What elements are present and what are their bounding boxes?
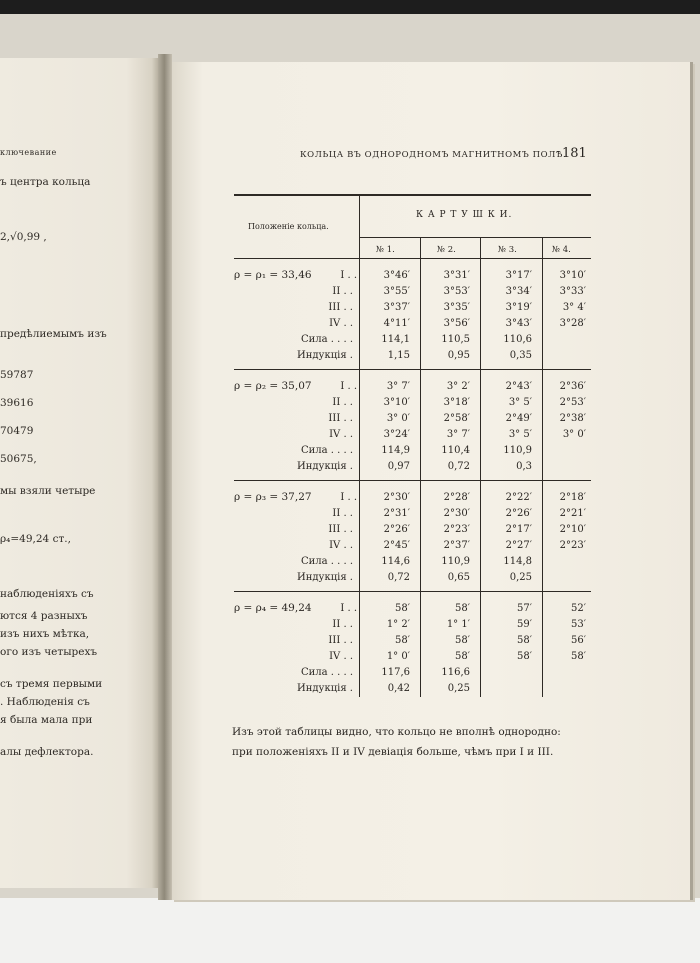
table-cell: 58′: [455, 651, 470, 662]
left-page-fragment: мы взяли четыре: [0, 485, 96, 497]
table-cell: 3°28′: [559, 318, 586, 329]
table-cell: 3°55′: [383, 286, 410, 297]
row-label: I . .: [340, 492, 357, 503]
left-page-fragment: 50675,: [0, 453, 37, 465]
table-vertical-rule: [420, 238, 421, 697]
table-cell: 114,6: [381, 556, 410, 567]
row-label: I . .: [340, 381, 357, 392]
column-header-2: № 2.: [437, 245, 456, 255]
row-label: Сила . . . .: [300, 445, 353, 456]
rho-label: ρ = ρ₃ = 37,27: [234, 491, 312, 503]
left-page-fragment: изъ нихъ мѣтка,: [0, 628, 90, 640]
table-cell: 58′: [571, 651, 586, 662]
left-page-fragment: . Наблюденія съ: [0, 696, 90, 708]
table-vertical-rule: [480, 238, 481, 697]
page-number: 181: [562, 146, 587, 161]
row-label: II . .: [332, 397, 353, 408]
table-cell: 0,65: [447, 572, 470, 583]
table-cell: 3°43′: [505, 318, 532, 329]
row-label: IV . .: [329, 651, 353, 662]
left-page-fragment: наблюденіяхъ съ: [0, 588, 94, 600]
table-cell: 114,9: [381, 445, 410, 456]
left-page-fragment: ключевание: [0, 148, 57, 157]
table-cell: 58′: [455, 635, 470, 646]
row-label: I . .: [340, 270, 357, 281]
conclusion-line-1: Изъ этой таблицы видно, что кольцо не вполнѣ однородно:: [232, 726, 561, 738]
table-cell: 2°38′: [559, 413, 586, 424]
row-label: II . .: [332, 619, 353, 630]
conclusion-line-2: при положеніяхъ II и IV девіація больше, чѣмъ при I и III.: [232, 746, 554, 758]
group-header: К А Р Т У Ш К И.: [416, 210, 513, 220]
row-label: Сила . . . .: [300, 556, 353, 567]
rho-label: ρ = ρ₁ = 33,46: [234, 269, 312, 281]
table-cell: 3° 0′: [386, 413, 410, 424]
left-page-fragment: ого изъ четырехъ: [0, 646, 98, 658]
table-cell: 2°45′: [383, 540, 410, 551]
table-cell: 110,6: [503, 334, 532, 345]
left-page-fragment: ρ₄=49,24 ст.,: [0, 533, 71, 545]
table-cell: 3°53′: [443, 286, 470, 297]
position-header: Положеніе кольца.: [248, 222, 329, 231]
table-cell: 0,42: [387, 683, 410, 694]
book-gutter: [158, 54, 172, 900]
table-cell: 52′: [571, 603, 586, 614]
table-cell: 2°58′: [443, 413, 470, 424]
table-cell: 2°30′: [443, 508, 470, 519]
table-cell: 3°24′: [383, 429, 410, 440]
table-cell: 114,1: [381, 334, 410, 345]
table-cell: 58′: [455, 603, 470, 614]
table-cell: 2°23′: [443, 524, 470, 535]
table-cell: 110,5: [441, 334, 470, 345]
table-cell: 2°21′: [559, 508, 586, 519]
row-label: II . .: [332, 286, 353, 297]
table-cell: 3°34′: [505, 286, 532, 297]
row-label: IV . .: [329, 318, 353, 329]
table-cell: 3°17′: [505, 270, 532, 281]
table-cell: 2°17′: [505, 524, 532, 535]
row-label: IV . .: [329, 540, 353, 551]
table-cell: 3°10′: [559, 270, 586, 281]
row-label: I . .: [340, 603, 357, 614]
table-cell: 2°26′: [383, 524, 410, 535]
left-page-fragment: ъ центра кольца: [0, 176, 91, 188]
column-header-1: № 1.: [376, 245, 395, 255]
table-cell: 2°37′: [443, 540, 470, 551]
table-cell: 0,95: [447, 350, 470, 361]
table-cell: 3°46′: [383, 270, 410, 281]
row-label: IV . .: [329, 429, 353, 440]
table-cell: 3° 2′: [446, 381, 470, 392]
row-label: III . .: [328, 635, 353, 646]
left-page-fragment: 70479: [0, 425, 34, 437]
table-cell: 0,97: [387, 461, 410, 472]
rho-label: ρ = ρ₄ = 49,24: [234, 602, 312, 614]
table-cell: 3° 5′: [508, 397, 532, 408]
table-cell: 0,25: [509, 572, 532, 583]
table-cell: 116,6: [441, 667, 470, 678]
table-cell: 3°19′: [505, 302, 532, 313]
table-vertical-rule: [542, 238, 543, 697]
table-cell: 57′: [517, 603, 532, 614]
right-page: [172, 62, 693, 900]
table-cell: 117,6: [381, 667, 410, 678]
table-cell: 3° 4′: [562, 302, 586, 313]
table-cell: 3°33′: [559, 286, 586, 297]
table-cell: 3°37′: [383, 302, 410, 313]
table-cell: 2°22′: [505, 492, 532, 503]
table-cell: 2°18′: [559, 492, 586, 503]
table-cell: 0,72: [387, 572, 410, 583]
table-cell: 2°43′: [505, 381, 532, 392]
table-cell: 3°31′: [443, 270, 470, 281]
left-page-fragment: алы дефлектора.: [0, 746, 94, 758]
table-cell: 58′: [395, 603, 410, 614]
table-cell: 58′: [517, 651, 532, 662]
table-cell: 58′: [517, 635, 532, 646]
left-page-fragment: ются 4 разныхъ: [0, 610, 88, 622]
row-label: III . .: [328, 302, 353, 313]
scanner-top-edge: [0, 0, 700, 14]
row-label: Индукція .: [297, 683, 353, 694]
table-block-rule: [234, 369, 591, 370]
table-top-rule: [234, 194, 591, 196]
table-cell: 2°28′: [443, 492, 470, 503]
rho-label: ρ = ρ₂ = 35,07: [234, 380, 312, 392]
table-cell: 2°26′: [505, 508, 532, 519]
table-cell: 1° 0′: [386, 651, 410, 662]
table-cell: 0,72: [447, 461, 470, 472]
row-label: II . .: [332, 508, 353, 519]
table-cell: 3°35′: [443, 302, 470, 313]
table-cell: 1° 2′: [386, 619, 410, 630]
table-cell: 2°49′: [505, 413, 532, 424]
open-book: [0, 14, 700, 898]
row-label: III . .: [328, 524, 353, 535]
table-block-rule: [234, 480, 591, 481]
table-cell: 58′: [395, 635, 410, 646]
table-vertical-rule: [359, 194, 360, 697]
left-page-fragment: предѣлиемымъ изъ: [0, 328, 107, 340]
table-header-rule: [234, 258, 591, 259]
table-cell: 3° 7′: [386, 381, 410, 392]
table-cell: 110,9: [503, 445, 532, 456]
table-subheader-rule: [359, 237, 591, 238]
row-label: Индукція .: [297, 350, 353, 361]
running-header: КОЛЬЦА ВЪ ОДНОРОДНОМЪ МАГНИТНОМЪ ПОЛѢ.: [300, 150, 567, 160]
table-cell: 2°30′: [383, 492, 410, 503]
table-cell: 110,9: [441, 556, 470, 567]
table-cell: 3°18′: [443, 397, 470, 408]
left-page-fragment: съ тремя первыми: [0, 678, 103, 690]
table-cell: 2°10′: [559, 524, 586, 535]
left-page-fragment: я была мала при: [0, 714, 93, 726]
row-label: III . .: [328, 413, 353, 424]
row-label: Сила . . . .: [300, 667, 353, 678]
table-cell: 3°10′: [383, 397, 410, 408]
table-cell: 0,3: [516, 461, 532, 472]
table-cell: 0,25: [447, 683, 470, 694]
table-cell: 1,15: [387, 350, 410, 361]
left-page-fragment: 2,√0,99 ,: [0, 231, 47, 243]
table-cell: 3°56′: [443, 318, 470, 329]
table-cell: 2°36′: [559, 381, 586, 392]
table-cell: 114,8: [503, 556, 532, 567]
row-label: Индукція .: [297, 572, 353, 583]
table-cell: 110,4: [441, 445, 470, 456]
left-page: [0, 58, 158, 888]
table-cell: 59′: [517, 619, 532, 630]
table-cell: 2°27′: [505, 540, 532, 551]
row-label: Индукція .: [297, 461, 353, 472]
table-cell: 3° 0′: [562, 429, 586, 440]
table-cell: 3° 5′: [508, 429, 532, 440]
table-cell: 0,35: [509, 350, 532, 361]
table-cell: 4°11′: [383, 318, 410, 329]
table-cell: 2°31′: [383, 508, 410, 519]
left-page-fragment: 59787: [0, 369, 34, 381]
table-cell: 56′: [571, 635, 586, 646]
table-cell: 53′: [571, 619, 586, 630]
table-block-rule: [234, 591, 591, 592]
deviation-table: [234, 194, 591, 697]
row-label: Сила . . . .: [300, 334, 353, 345]
column-header-3: № 3.: [498, 245, 517, 255]
left-page-fragment: 39616: [0, 397, 34, 409]
column-header-4: № 4.: [552, 245, 571, 255]
table-cell: 3° 7′: [446, 429, 470, 440]
table-cell: 2°53′: [559, 397, 586, 408]
table-cell: 2°23′: [559, 540, 586, 551]
table-cell: 1° 1′: [446, 619, 470, 630]
